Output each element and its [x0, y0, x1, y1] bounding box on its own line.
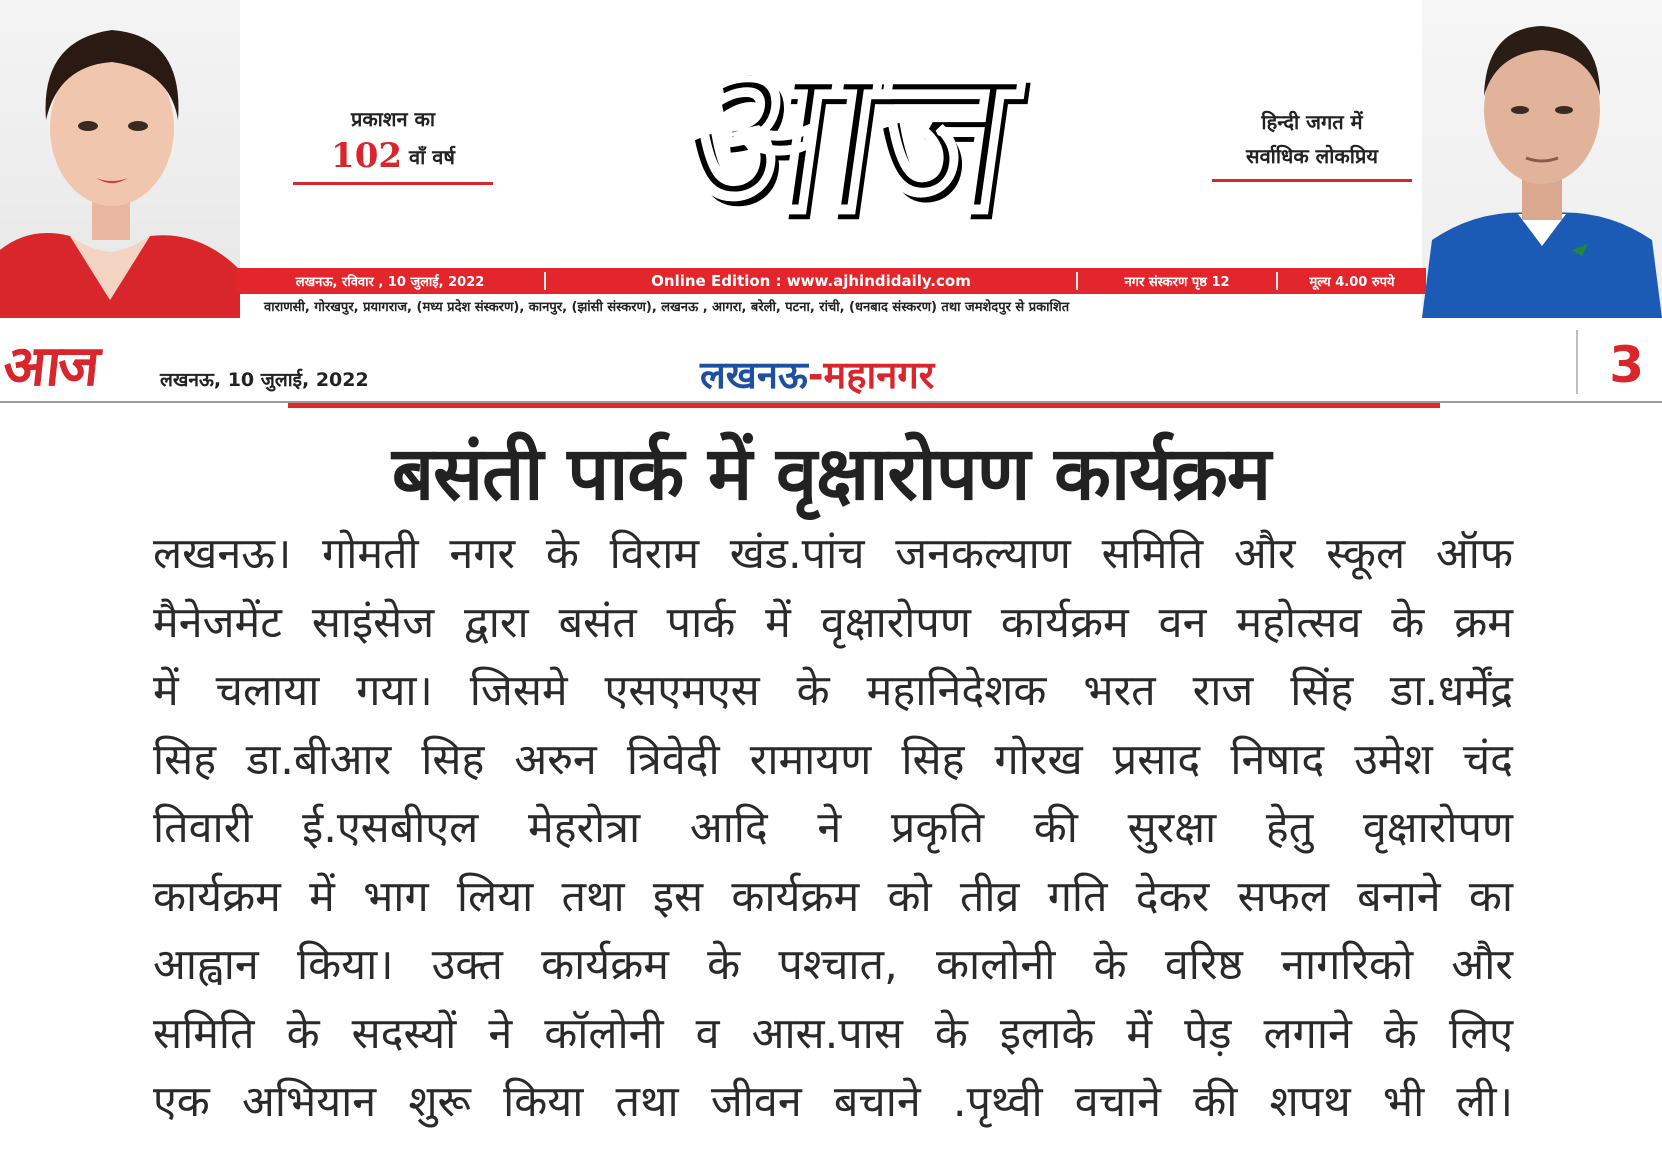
right-portrait-photo — [1422, 0, 1662, 318]
article-line: सिह डा.बीआर सिह अरुन त्रिवेदी रामायण सिह गोरख प्रसाद निषाद उमेश चंद — [153, 734, 1513, 785]
price-info: मूल्य 4.00 रुपये — [1309, 275, 1395, 290]
publication-year-suffix: वाँ वर्ष — [409, 145, 455, 169]
left-portrait-photo — [0, 0, 240, 318]
article-line: समिति के सदस्यों ने कॉलोनी व आस.पास के इलाके में पेड़ लगाने के लिए — [153, 1008, 1513, 1059]
publication-year-underline — [293, 182, 493, 185]
publication-year-number: 102 — [331, 136, 403, 176]
article-line: आह्वान किया। उक्त कार्यक्रम के पश्चात, कालोनी के वरिष्ठ नागरिको और — [153, 940, 1513, 990]
article-line: में चलाया गया। जिसमे एसएमएस के महानिदेशक भरत राज सिंह डा.धर्मेंद्र — [153, 666, 1513, 716]
publication-year-value — [288, 136, 498, 176]
section-header — [0, 322, 1662, 412]
online-edition-link[interactable]: Online Edition : www.ajhindidaily.com — [651, 272, 971, 290]
masthead — [0, 0, 1662, 320]
popularity-line-2: सर्वाधिक लोकप्रिय — [1246, 144, 1378, 168]
popularity-underline — [1212, 179, 1412, 182]
publication-year-block — [288, 105, 498, 185]
page-number-divider — [1576, 330, 1578, 394]
article-line: मैनेजमेंट साइंसेज द्वारा बसंत पार्क में वृक्षारोपण कार्यक्रम वन महोत्सव के क्रम — [153, 597, 1513, 648]
popularity-block — [1212, 105, 1412, 182]
popularity-line-1: हिन्दी जगत में — [1261, 110, 1363, 134]
section-divider-red — [288, 403, 1440, 408]
section-logo: आज — [0, 333, 101, 399]
section-title-city: लखनऊ — [700, 353, 808, 397]
masthead-info-bar — [236, 268, 1426, 294]
masthead-logo-text: आज — [667, 13, 1021, 259]
section-title-suffix: -महानगर — [807, 353, 935, 397]
edition-info: नगर संस्करण पृष्ठ 12 — [1124, 275, 1230, 290]
page-number: 3 — [1609, 336, 1644, 394]
article-line: एक अभियान शुरू किया तथा जीवन बचाने .पृथ्वी वचाने की शपथ भी ली। — [153, 1077, 1513, 1127]
masthead-date: लखनऊ, रविवार , 10 जुलाई, 2022 — [295, 275, 485, 290]
masthead-logo — [560, 4, 1130, 259]
section-date: लखनऊ, 10 जुलाई, 2022 — [160, 369, 369, 391]
article-headline: बसंती पार्क में वृक्षारोपण कार्यक्रम — [391, 431, 1271, 517]
article-line: तिवारी ई.एसबीएल मेहरोत्रा आदि ने प्रकृति की सुरक्षा हेतु वृक्षारोपण — [153, 803, 1513, 853]
article-body — [153, 520, 1513, 1137]
publication-year-label: प्रकाशन का — [350, 107, 436, 131]
publication-cities: वाराणसी, गोरखपुर, प्रयागराज, (मध्य प्रदेश संस्करण), कानपुर, (झांसी संस्करण), लखनऊ , आगरा, बरेली, पटना, रांची, (धनबाद संस्करण) तथा जमशेदपुर से प्रकाशित — [264, 300, 1070, 315]
article-line: लखनऊ। गोमती नगर के विराम खंड.पांच जनकल्याण समिति और स्कूल ऑफ — [153, 529, 1513, 579]
section-title — [700, 348, 934, 400]
article-line: कार्यक्रम में भाग लिया तथा इस कार्यक्रम को तीव्र गति देकर सफल बनाने का — [153, 871, 1513, 922]
